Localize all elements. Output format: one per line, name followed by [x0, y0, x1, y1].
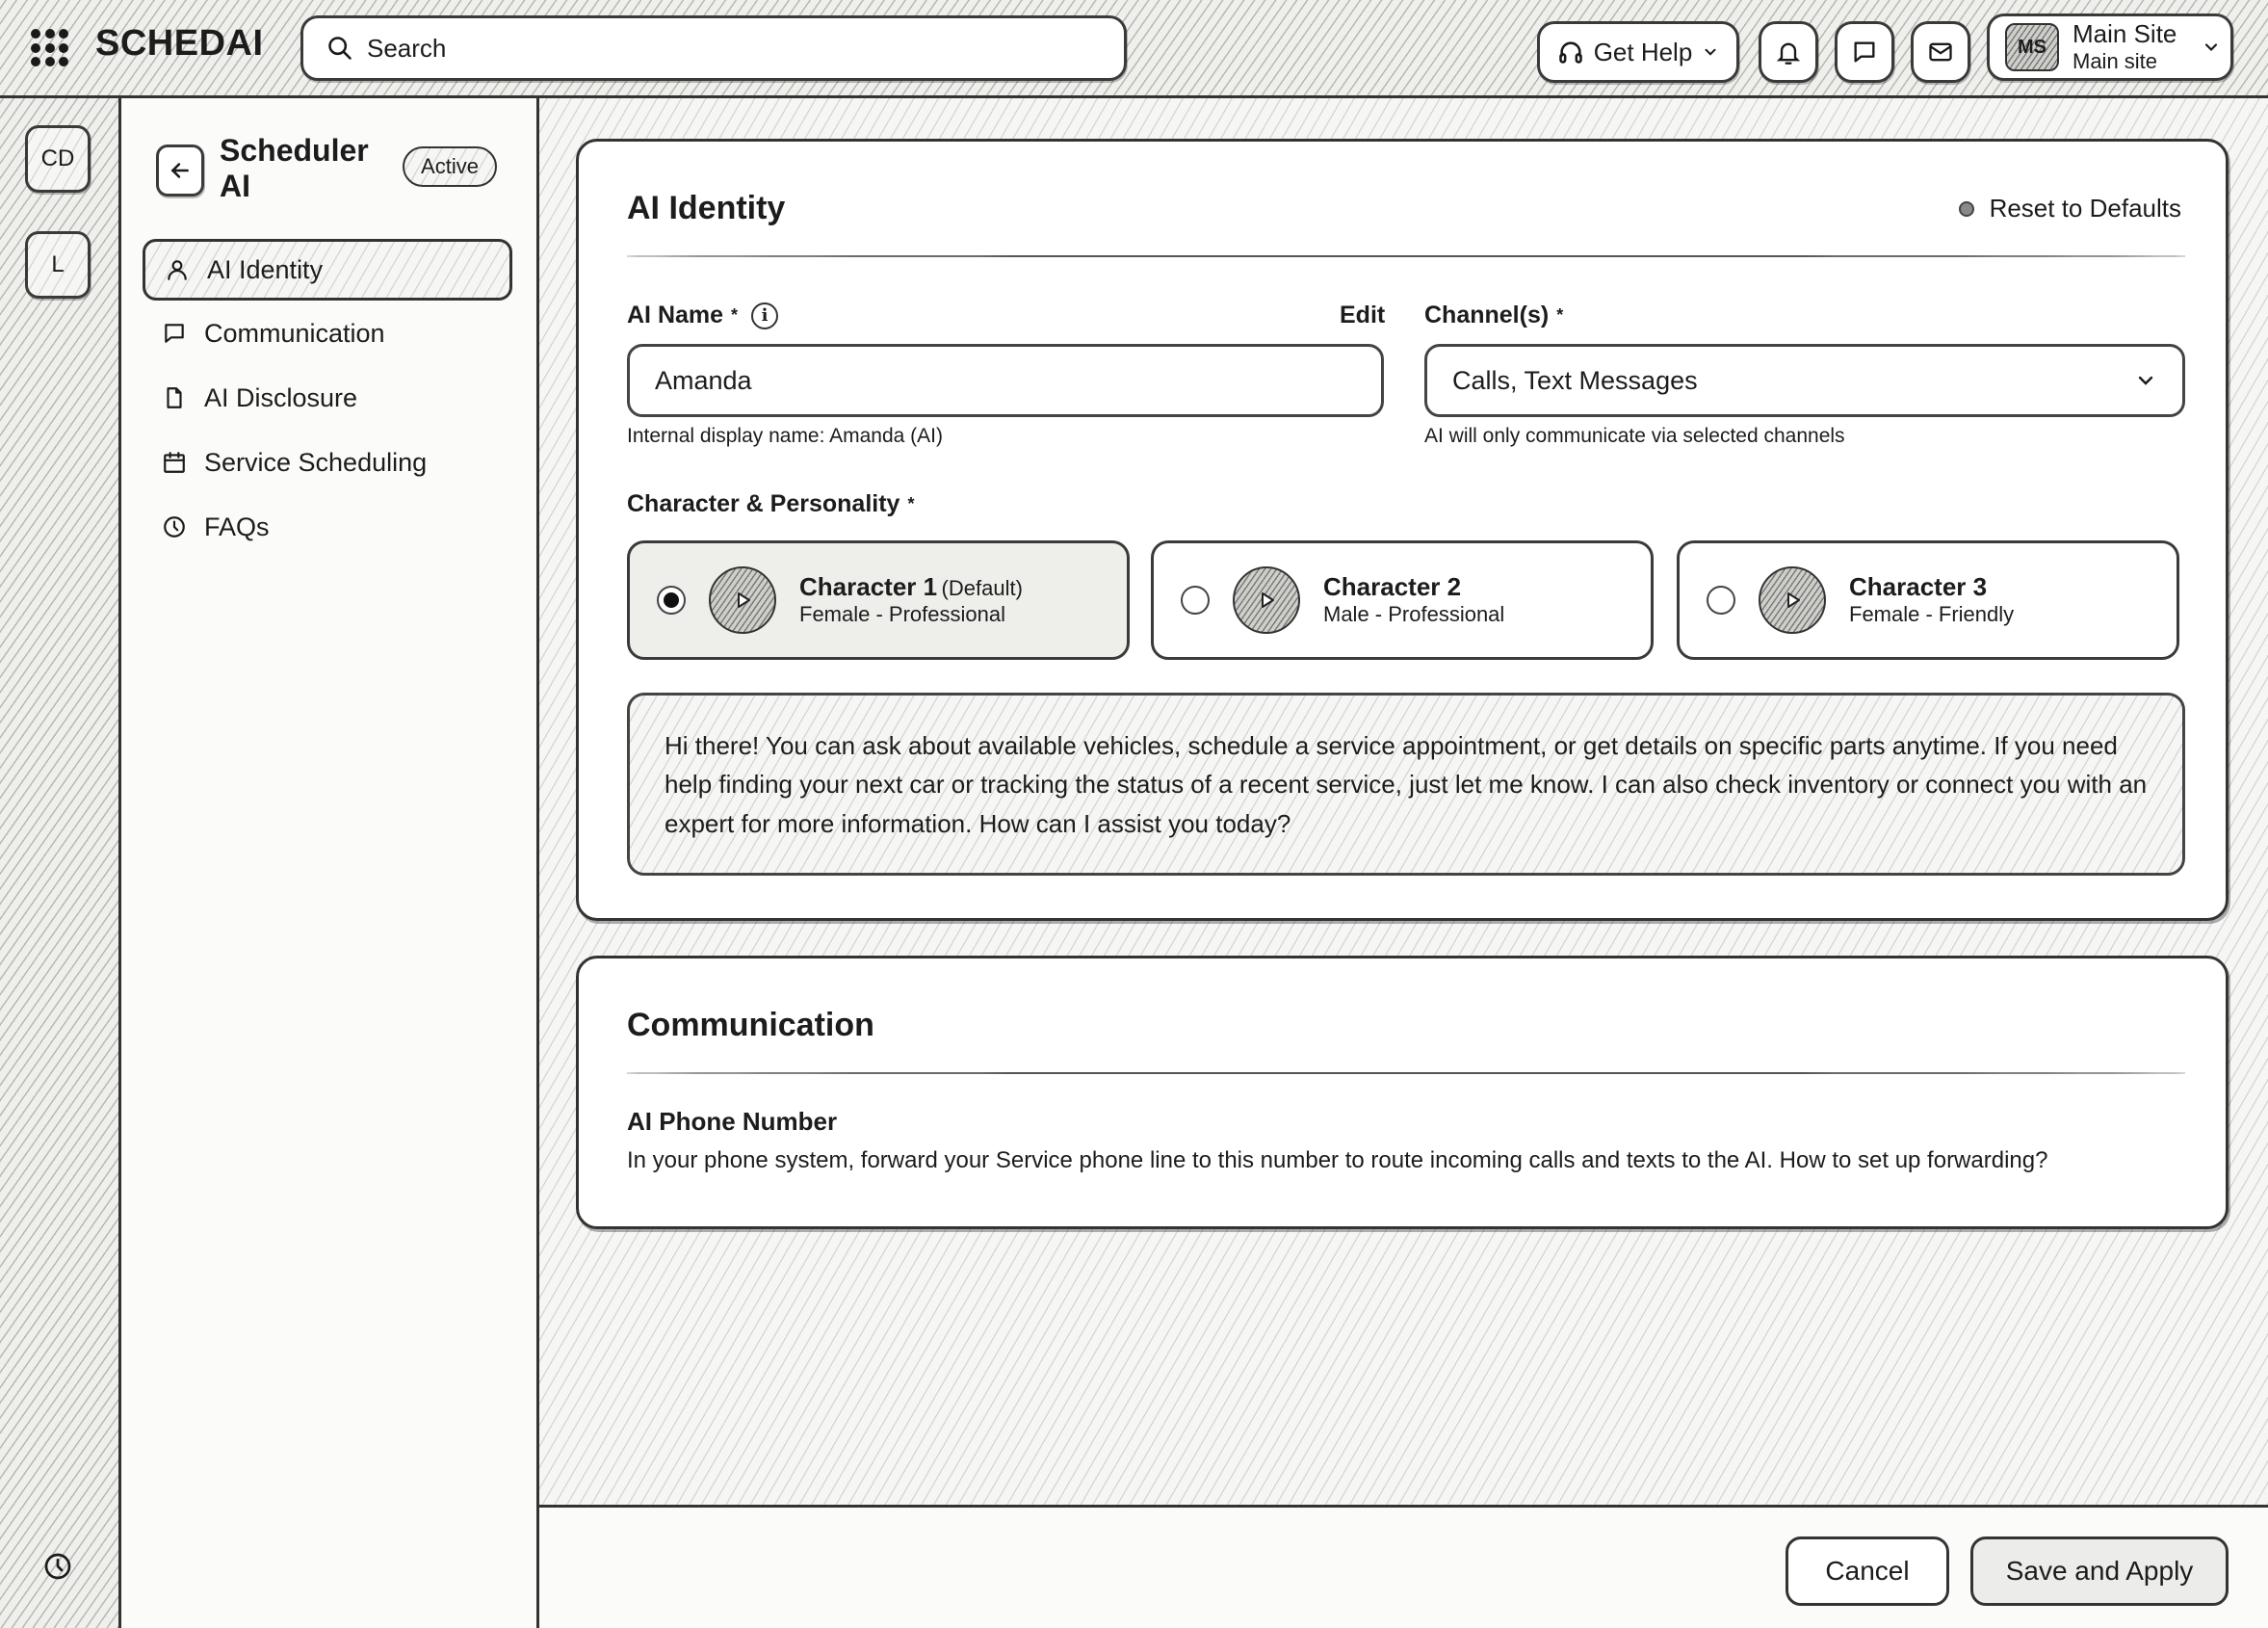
- play-voice-button[interactable]: [1759, 566, 1826, 634]
- play-icon: [731, 589, 754, 612]
- radio-selected[interactable]: [657, 586, 686, 615]
- nav-item-service-scheduling[interactable]: [143, 432, 512, 493]
- play-icon: [1781, 589, 1804, 612]
- search-input[interactable]: [367, 34, 1118, 64]
- arrow-left-icon: [168, 158, 193, 183]
- reset-label: Reset to Defaults: [1989, 194, 2181, 223]
- site-name: Main Site: [2072, 19, 2177, 49]
- info-icon[interactable]: i: [751, 302, 778, 329]
- forwarding-help-link[interactable]: How to set up forwarding?: [1779, 1147, 2048, 1173]
- main-content: [539, 98, 2268, 1505]
- save-and-apply-button[interactable]: Save and Apply: [1970, 1536, 2229, 1606]
- play-voice-button[interactable]: [709, 566, 776, 634]
- nav-item-label: AI Identity: [207, 254, 324, 284]
- nav-item-ai-disclosure[interactable]: [143, 367, 512, 429]
- action-footer: [539, 1505, 2268, 1628]
- left-rail: [0, 98, 121, 1628]
- divider: [627, 1072, 2185, 1074]
- character-label-text: Character & Personality: [627, 490, 900, 517]
- section-title: Communication: [627, 1007, 874, 1043]
- play-voice-button[interactable]: [1233, 566, 1300, 634]
- rail-item-cd[interactable]: CD: [25, 125, 91, 193]
- nav-item-label: Service Scheduling: [204, 447, 428, 477]
- search-box[interactable]: [300, 15, 1127, 81]
- nav-item-label: AI Disclosure: [204, 382, 358, 412]
- site-switcher[interactable]: [1987, 13, 2233, 81]
- reset-to-defaults-button[interactable]: [1959, 194, 2181, 223]
- chevron-down-icon: [1702, 43, 1719, 61]
- ai-name-label: [627, 302, 778, 329]
- cancel-button[interactable]: Cancel: [1786, 1536, 1949, 1606]
- channels-label: [1424, 302, 1563, 329]
- get-help-button[interactable]: [1537, 21, 1739, 83]
- rail-item-l[interactable]: L: [25, 231, 91, 299]
- reset-dot-icon: [1959, 201, 1974, 217]
- character-option-1[interactable]: [627, 540, 1130, 660]
- notifications-button[interactable]: [1759, 21, 1818, 83]
- character-desc: Female - Friendly: [1849, 602, 2015, 627]
- ai-name-helper: Internal display name: Amanda (AI): [627, 425, 944, 447]
- nav-item-faqs[interactable]: [143, 496, 512, 558]
- ai-name-label-text: AI Name: [627, 302, 724, 328]
- headset-icon: [1557, 39, 1584, 66]
- character-label: [627, 490, 914, 518]
- ai-phone-description: [627, 1147, 2047, 1174]
- mail-button[interactable]: [1911, 21, 1970, 83]
- section-nav: [121, 98, 539, 1628]
- chevron-down-icon: [2202, 38, 2221, 57]
- nav-item-label: Communication: [204, 318, 385, 348]
- ai-phone-label: AI Phone Number: [627, 1107, 838, 1136]
- status-badge: Active: [403, 146, 497, 187]
- required-mark: *: [907, 494, 915, 513]
- clock-icon[interactable]: [42, 1551, 73, 1582]
- search-icon: [326, 35, 353, 62]
- character-name: Character 3: [1849, 572, 1988, 602]
- chat-icon: [1851, 39, 1878, 66]
- ai-identity-card: [576, 139, 2229, 921]
- nav-item-communication[interactable]: [143, 302, 512, 364]
- chevron-down-icon: [2134, 369, 2157, 392]
- character-desc: Male - Professional: [1323, 602, 1505, 627]
- bell-icon: [1775, 39, 1802, 66]
- site-subtitle: Main site: [2072, 49, 2158, 74]
- phone-desc-text: In your phone system, forward your Service phone line to this number to route incoming calls and texts to the AI.: [627, 1147, 1773, 1173]
- get-help-label: Get Help: [1593, 37, 1693, 66]
- radio-unselected[interactable]: [1181, 586, 1210, 615]
- channels-value: Calls, Text Messages: [1452, 365, 1698, 395]
- edit-name-link[interactable]: Edit: [1340, 302, 1386, 328]
- top-bar: [0, 0, 2268, 98]
- character-desc: Female - Professional: [799, 602, 1005, 627]
- user-icon: [165, 257, 190, 282]
- messages-button[interactable]: [1835, 21, 1894, 83]
- required-mark: *: [731, 305, 739, 325]
- nav-item-ai-identity[interactable]: [143, 239, 512, 301]
- mail-icon: [1927, 39, 1954, 66]
- character-name: Character 2: [1323, 572, 1462, 602]
- app-grid-icon[interactable]: [31, 29, 69, 67]
- ai-name-input[interactable]: [655, 366, 1356, 396]
- back-button[interactable]: [156, 144, 204, 197]
- radio-unselected[interactable]: [1707, 586, 1735, 615]
- divider: [627, 255, 2185, 257]
- character-option-3[interactable]: [1677, 540, 2179, 660]
- clock-icon: [162, 514, 187, 539]
- play-icon: [1255, 589, 1278, 612]
- document-icon: [162, 385, 187, 410]
- nav-item-label: FAQs: [204, 512, 270, 541]
- required-mark: *: [1556, 305, 1564, 325]
- greeting-preview: Hi there! You can ask about available vehicles, schedule a service appointment, or get details on specific parts anytime. If you need help finding your next car or tracking the status of a recent service, just let me know. I can also check inventory or connect you with an expert for more information. How can I assist you today?: [627, 693, 2185, 876]
- communication-card: [576, 956, 2229, 1229]
- page-title: Scheduler AI: [220, 133, 369, 203]
- site-avatar: MS: [2005, 23, 2059, 71]
- section-title: AI Identity: [627, 190, 786, 226]
- character-option-2[interactable]: [1151, 540, 1654, 660]
- calendar-icon: [162, 450, 187, 475]
- brand-logo: SCHEDAI: [95, 23, 264, 64]
- chat-icon: [162, 321, 187, 346]
- channels-select[interactable]: [1424, 344, 2185, 417]
- channels-helper: AI will only communicate via selected channels: [1424, 425, 1845, 447]
- character-name: Character 1: [799, 572, 938, 602]
- channels-label-text: Channel(s): [1424, 302, 1550, 328]
- default-tag: (Default): [941, 576, 1023, 601]
- ai-name-field[interactable]: [627, 344, 1384, 417]
